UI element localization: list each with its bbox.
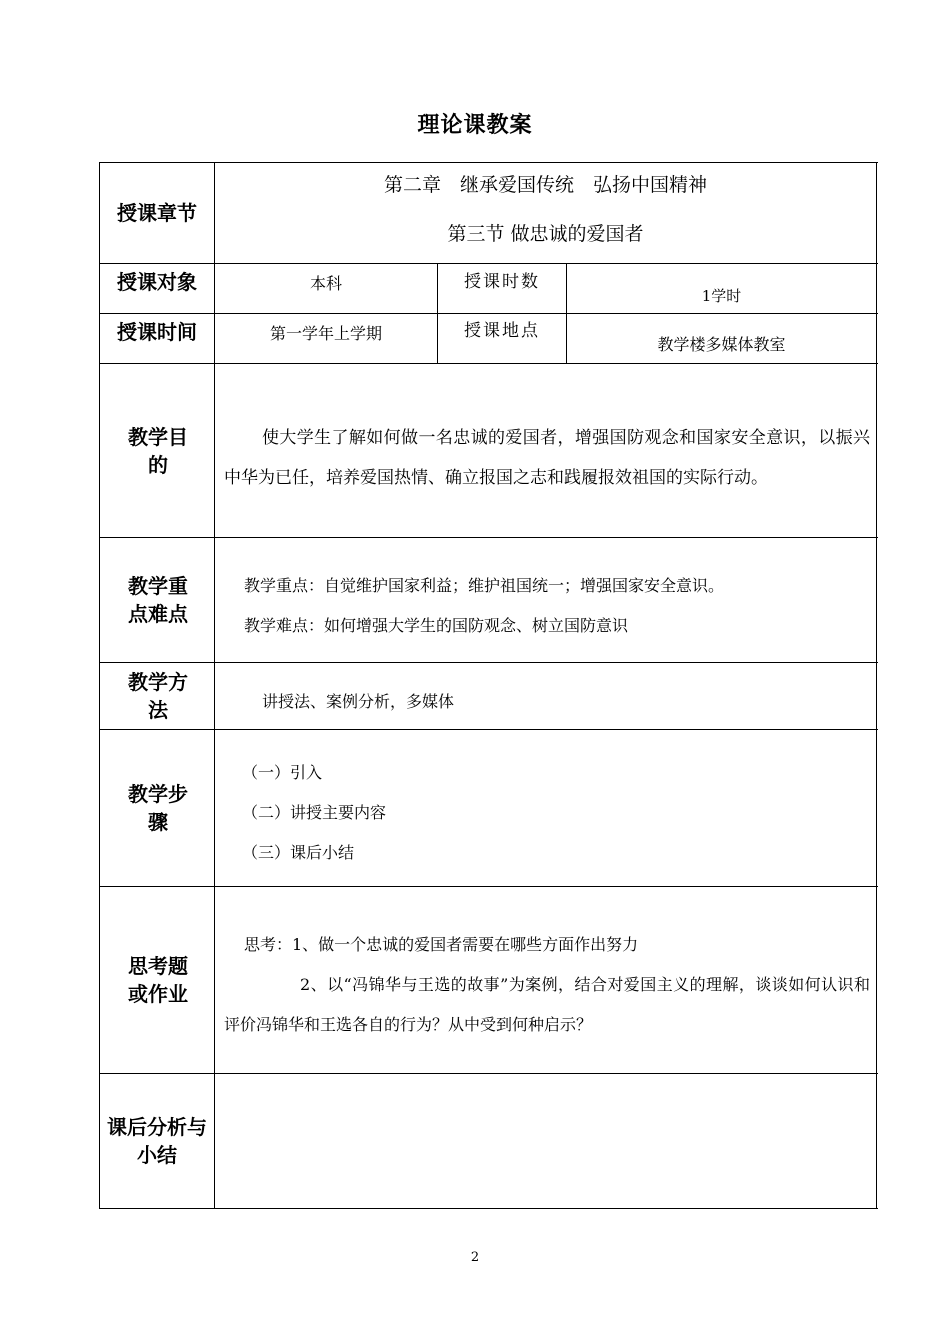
key-focus: 教学重点：自觉维护国家利益；维护祖国统一；增强国家安全意识。	[244, 576, 725, 595]
key-points-label	[128, 538, 188, 662]
step-item: （二）讲授主要内容	[242, 803, 387, 822]
step-item: （三）课后小结	[242, 843, 355, 862]
page-number: 2	[470, 1250, 480, 1265]
homework-label	[128, 887, 188, 1073]
objective-text: 使大学生了解如何做一名忠诚的爱国者，增强国防观念和国家安全意识，以振兴中华为已任，培养爱国热情、确立报国之志和践履报效祖国的实际行动。	[224, 428, 870, 488]
hours-label: 授课时数	[464, 272, 540, 292]
method-text: 讲授法、案例分析，多媒体	[262, 692, 455, 711]
section-title: 第三节 做忠诚的爱国者	[447, 223, 644, 245]
place-value: 教学楼多媒体教室	[657, 335, 786, 354]
homework-question-1: 思考：1、做一个忠诚的爱国者需要在哪些方面作出努力	[244, 935, 639, 954]
steps-label-text: 教学步骤	[128, 782, 188, 834]
homework-label-text: 思考题或作业	[128, 954, 188, 1006]
time-label: 授课时间	[117, 320, 197, 344]
summary-label-text: 课后分析与小结	[107, 1115, 207, 1167]
audience-value: 本科	[309, 274, 342, 293]
chapter-title: 第二章 继承爱国传统 弘扬中国精神	[383, 174, 707, 196]
objective-label-text: 教学目的	[128, 424, 188, 477]
key-points-label-text: 教学重点难点	[128, 574, 188, 626]
hours-value: 1学时	[701, 287, 742, 305]
method-label-text: 教学方法	[128, 670, 188, 722]
page-title: 理论课教案	[417, 113, 533, 138]
objective-label	[128, 364, 188, 537]
homework-question-2: 2、以“冯锦华与王选的故事”为案例，结合对爱国主义的理解，谈谈如何认识和评价冯锦华和王选各自的行为？从中受到何种启示？	[224, 975, 870, 1034]
audience-label: 授课对象	[117, 270, 197, 294]
time-value: 第一学年上学期	[269, 324, 382, 343]
place-label: 授课地点	[464, 321, 540, 341]
steps-label	[128, 730, 188, 886]
method-label	[128, 663, 188, 729]
chapter-label: 授课章节	[117, 201, 197, 225]
step-item: （一）引入	[242, 763, 323, 782]
key-difficulty: 教学难点：如何增强大学生的国防观念、树立国防意识	[244, 616, 629, 635]
summary-label	[104, 1074, 210, 1208]
